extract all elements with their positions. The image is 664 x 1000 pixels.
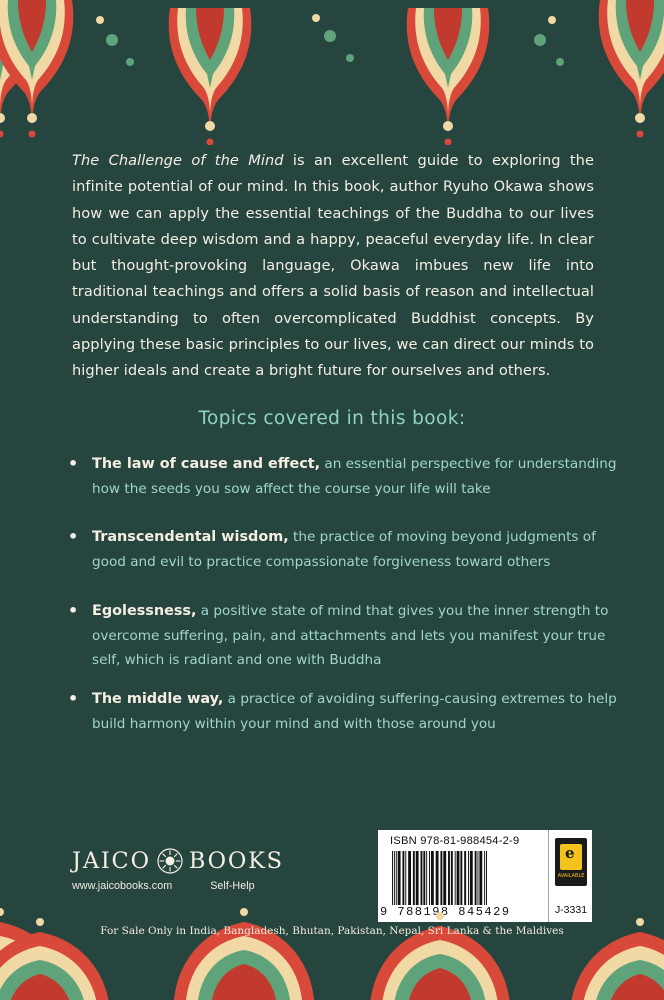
topic-bold: Egolessness, (92, 603, 197, 619)
barcode-bar (468, 851, 469, 905)
topic-item-cause-effect (64, 452, 634, 501)
barcode-bar (423, 851, 425, 905)
barcode-bar (416, 851, 419, 905)
topic-bold: Transcendental wisdom, (92, 529, 289, 545)
blurb-text: is an excellent guide to exploring the infinite potential of our mind. In this book, author Ryuho Okawa shows how we can apply the essential teachings of the Buddha to our lives to cultivate deep wisdom and a happy, peaceful everyday life. In clear but thought-provoking language, Okawa imbues new life into traditional teachings and offers a solid basis of reason and intellectual understanding to often overcomplicated Buddhist concepts. By applying these basic principles to our lives, we can direct our minds to higher ideals and create a bright future for ourselves and others. (72, 152, 594, 380)
barcode-bar (402, 851, 404, 905)
barcode-bar (398, 851, 401, 905)
barcode-bar (479, 851, 482, 905)
publisher-block (72, 848, 284, 892)
sun-emblem-icon (157, 848, 183, 874)
barcode-bar (396, 851, 397, 905)
bullet-icon: • (68, 601, 79, 620)
back-cover-blurb (72, 148, 594, 385)
topic-bold: The law of cause and effect, (92, 456, 321, 472)
isbn-number: ISBN 978-81-988454-2-9 (390, 835, 520, 847)
topics-heading: Topics covered in this book: (198, 408, 466, 429)
barcode-bar (475, 851, 477, 905)
barcode-bar (405, 851, 406, 905)
barcode-bar (431, 851, 434, 905)
barcode-bar (484, 851, 485, 905)
ebook-label: AVAILABLE (557, 873, 585, 879)
barcode-bar (440, 851, 442, 905)
barcode-bar (443, 851, 446, 905)
topic-text: the practice of moving beyond judgments of good and evil to practice compassionate forgiveness toward others (92, 529, 596, 570)
barcode-bar (426, 851, 427, 905)
barcode-bar (470, 851, 473, 905)
topic-text: an essential perspective for understanding how the seeds you sow affect the course your life will take (92, 456, 617, 497)
barcode-bar (408, 851, 411, 905)
sale-territory-note: For Sale Only in India, Bangladesh, Bhutan, Pakistan, Nepal, Sri Lanka & the Maldives (100, 925, 564, 937)
publisher-logo (72, 848, 284, 874)
ebook-available-icon (555, 838, 587, 886)
barcode-bar (478, 851, 479, 905)
ebook-letter: e (565, 844, 575, 862)
barcode-digits: 9 788198 845429 (380, 905, 511, 919)
publisher-website[interactable]: www.jaicobooks.com (72, 880, 173, 892)
barcode-bar (413, 851, 415, 905)
top-paisley-ornaments (0, 0, 664, 145)
barcode-bar (394, 851, 395, 905)
bullet-icon: • (68, 527, 79, 546)
topic-text: a practice of avoiding suffering-causing extremes to help build harmony within your mind and with those around you (92, 691, 617, 732)
barcode-bar (486, 851, 487, 905)
barcode-bar (429, 851, 430, 905)
barcode-bars (390, 851, 546, 905)
barcode-bar (464, 851, 466, 905)
topic-bold: The middle way, (92, 691, 224, 707)
topic-item-middle-way (64, 687, 634, 736)
barcode-bar (451, 851, 453, 905)
topic-text: a positive state of mind that gives you the inner strength to overcome suffering, pain, and attachments and lets you manifest your true self, which is radiant and one with Buddha (92, 603, 609, 668)
publisher-name-right: BOOKS (188, 848, 284, 874)
topic-item-transcendental-wisdom (64, 525, 634, 574)
barcode-bar (436, 851, 439, 905)
bullet-icon: • (68, 689, 79, 708)
book-title-italic: The Challenge of the Mind (72, 152, 284, 169)
bullet-icon: • (68, 454, 79, 473)
barcode-bar (457, 851, 460, 905)
bottom-paisley-ornaments (0, 900, 664, 1000)
barcode-bar (392, 851, 393, 905)
barcode-bar (455, 851, 456, 905)
topic-item-egolessness (64, 599, 634, 673)
book-category: Self-Help (210, 880, 255, 892)
barcode-bar (448, 851, 450, 905)
barcode-bar (460, 851, 462, 905)
barcode-bar (421, 851, 423, 905)
product-code: J-3331 (554, 904, 588, 916)
publisher-name-left: JAICO (72, 848, 151, 874)
